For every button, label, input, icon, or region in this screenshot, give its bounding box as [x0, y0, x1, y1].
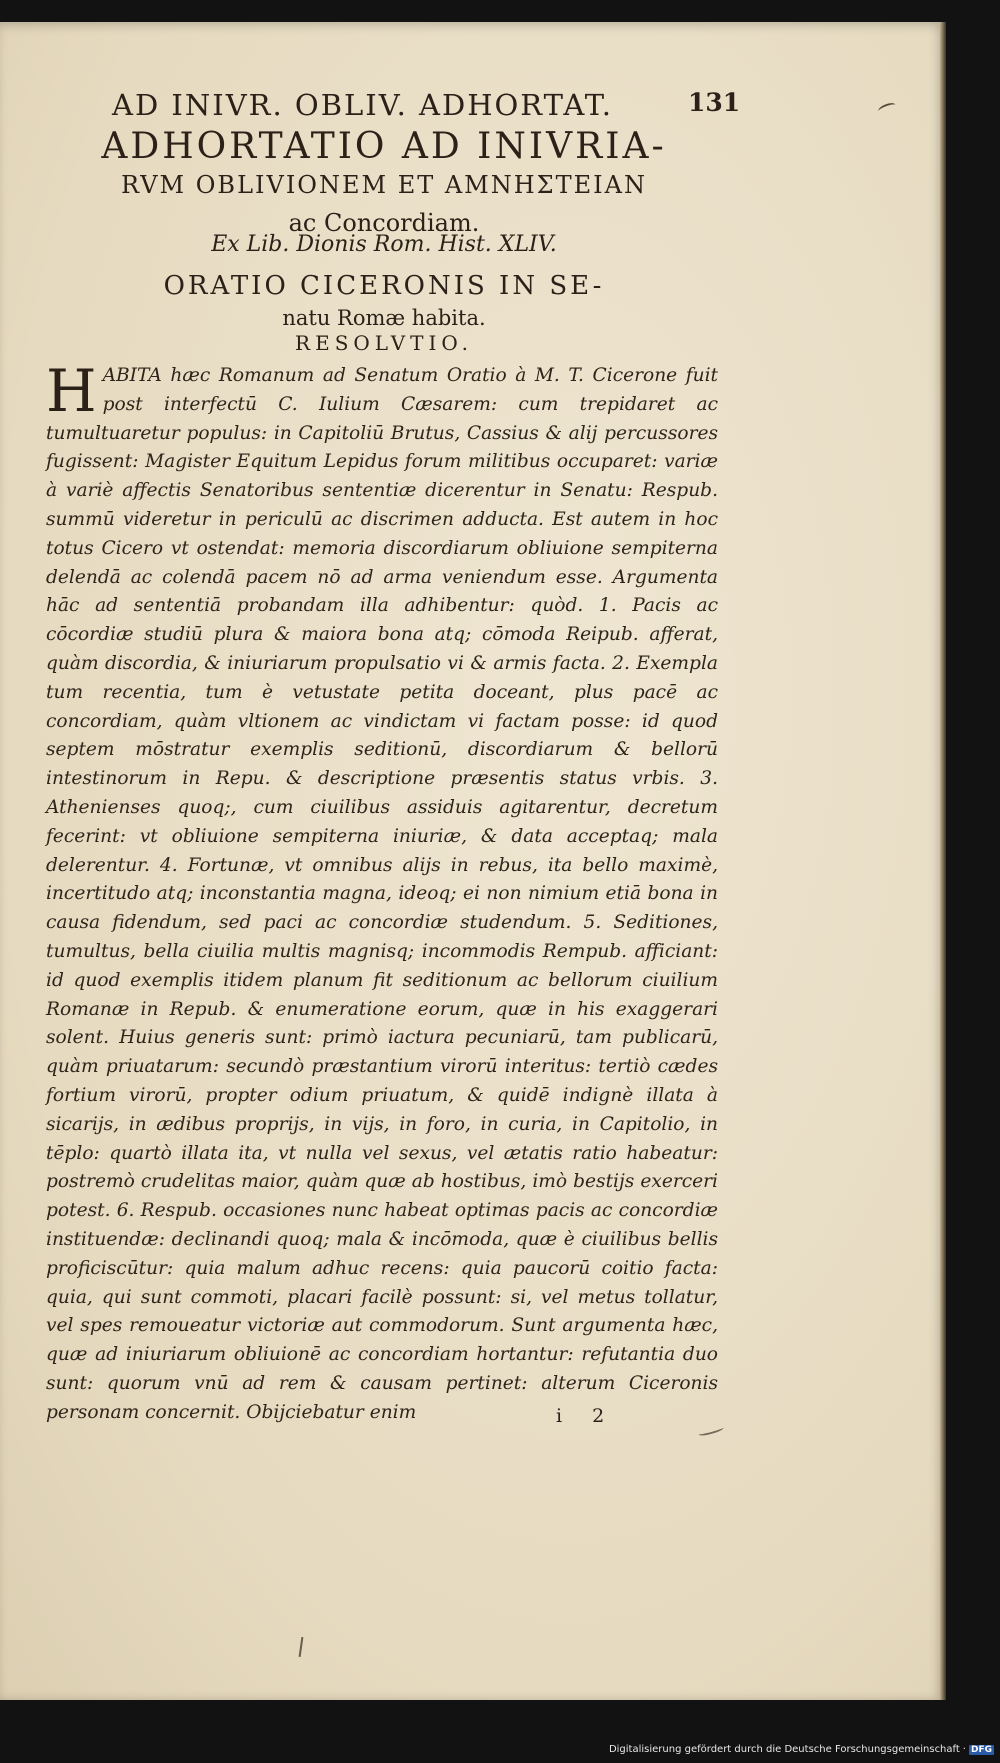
body-text: ABITA hæc Romanum ad Senatum Oratio à M. T. Cicerone fuit post interfectū C. Iulium Cæsarem: cum trepidaret ac tumultuaretur populus: in Capitoliū Brutus, Cassius & alij percussores fugissent: Magister Equitum Lepidus forum militibus occuparet: variæ à variè affectis Senatoribus sententiæ dicerentur in Senatu: Respub. summū videretur in periculū ac discrimen adducta. Est autem in hoc totus Cicero vt ostendat: memoria discordiarum obliuione sempiterna delendā ac colendā pacem nō ad arma veniendum esse. Argumenta hāc ad sententiā probandam illa adhibentur: quòd. 1. Pacis ac cōcordiæ studiū plura & maiora bona atq; cōmoda Reipub. afferat, quàm discordia, & iniuriarum propulsatio vi & armis facta. 2. Exempla tum recentia, tum è vetustate petita doceant, plus pacē ac concordiam, quàm vltionem ac vindictam vi factam posse: id quod septem mōstratur exemplis seditionū, discordiarum & bellorū intestinorum in Repu. & descriptione præsentis status vrbis. 3. Athenienses quoq;, cum ciuilibus assiduis agitarentur, decretum fecerint: vt obliuione sempiterna iniuriæ, & data acceptaq; mala delerentur. 4. Fortunæ, vt omnibus alijs in rebus, ita bello maximè, incertitudo atq; inconstantia magna, ideoq; ei non nimium etiā bona in causa fidendum, sed paci ac concordiæ studendum. 5. Seditiones, tumultus, bella ciuilia multis magnisq; incommodis Rempub. afficiant: id quod exemplis itidem planum fit seditionum ac bellorum ciuilium Romanæ in Repub. & enumeratione eorum, quæ in his exaggerari solent. Huius generis sunt: primò iactura pecuniarū, tam publicarū, quàm priuatarum: secundò præstantium virorū interitus: tertiò cædes fortium virorū, propter odium priuatum, & quidē indignè illata à sicarijs, in ædibus proprijs, in vijs, in foro, in curia, in Capitolio, in tēplo: quartò illata ita, vt nulla vel sexus, vel ætatis ratio habeatur: postremò crudelitas maior, quàm quæ ab hostibus, imò bestijs exerceri potest. 6. Respub. occasiones nunc habeat optimas pacis ac concordiæ instituendæ: declinandi quoq; mala & incōmoda, quæ è ciuilibus bellis proficiscūtur: quia malum adhuc recens: quia paucorū coitio facta: quia, qui sunt commoti, placari facilè possunt: si, vel metus tollatur, vel spes remoueatur victoriæ aut commodorum. Sunt argumenta hæc, quæ ad iniuriarum obliuionē ac concordiam hortantur: refutantia duo sunt: quorum vnū ad rem & causam pertinet: alterum Ciceronis personam concernit. Obijciebatur enim — [46, 365, 718, 1423]
title-line-3: ac Concordiam. — [288, 209, 480, 237]
signature-mark: i 2 — [556, 1405, 617, 1427]
body-paragraph — [46, 357, 718, 1427]
footer-text: Digitalisierung gefördert durch die Deutsche Forschungsgemeinschaft — [608, 1744, 960, 1755]
oration-title — [44, 270, 724, 334]
source-reference: Ex Lib. Dionis Rom. Hist. XLIV. — [211, 232, 557, 257]
subtitle-line-1: ORATIO CICERONIS IN SE- — [163, 271, 605, 301]
subtitle-line-2: natu Romæ habita. — [282, 306, 486, 330]
section-heading: RESOLVTIO. — [295, 331, 473, 355]
title-line-1: ADHORTATIO AD INIVRIA- — [101, 126, 667, 167]
dfg-logo: DFG — [970, 1744, 992, 1755]
drop-cap: H — [46, 357, 97, 425]
running-head: AD INIVR. OBLIV. ADHORTAT. — [112, 88, 614, 122]
footer-credit: Digitalisierung gefördert durch die Deutsche Forschungsgemeinschaft · DFG — [608, 1744, 992, 1755]
page-number: 131 — [688, 88, 741, 117]
page-edge — [940, 22, 946, 1700]
title-line-2: RVM OBLIVIONEM ET AMNHΣTEIAN — [121, 171, 647, 199]
chapter-title — [44, 128, 724, 242]
